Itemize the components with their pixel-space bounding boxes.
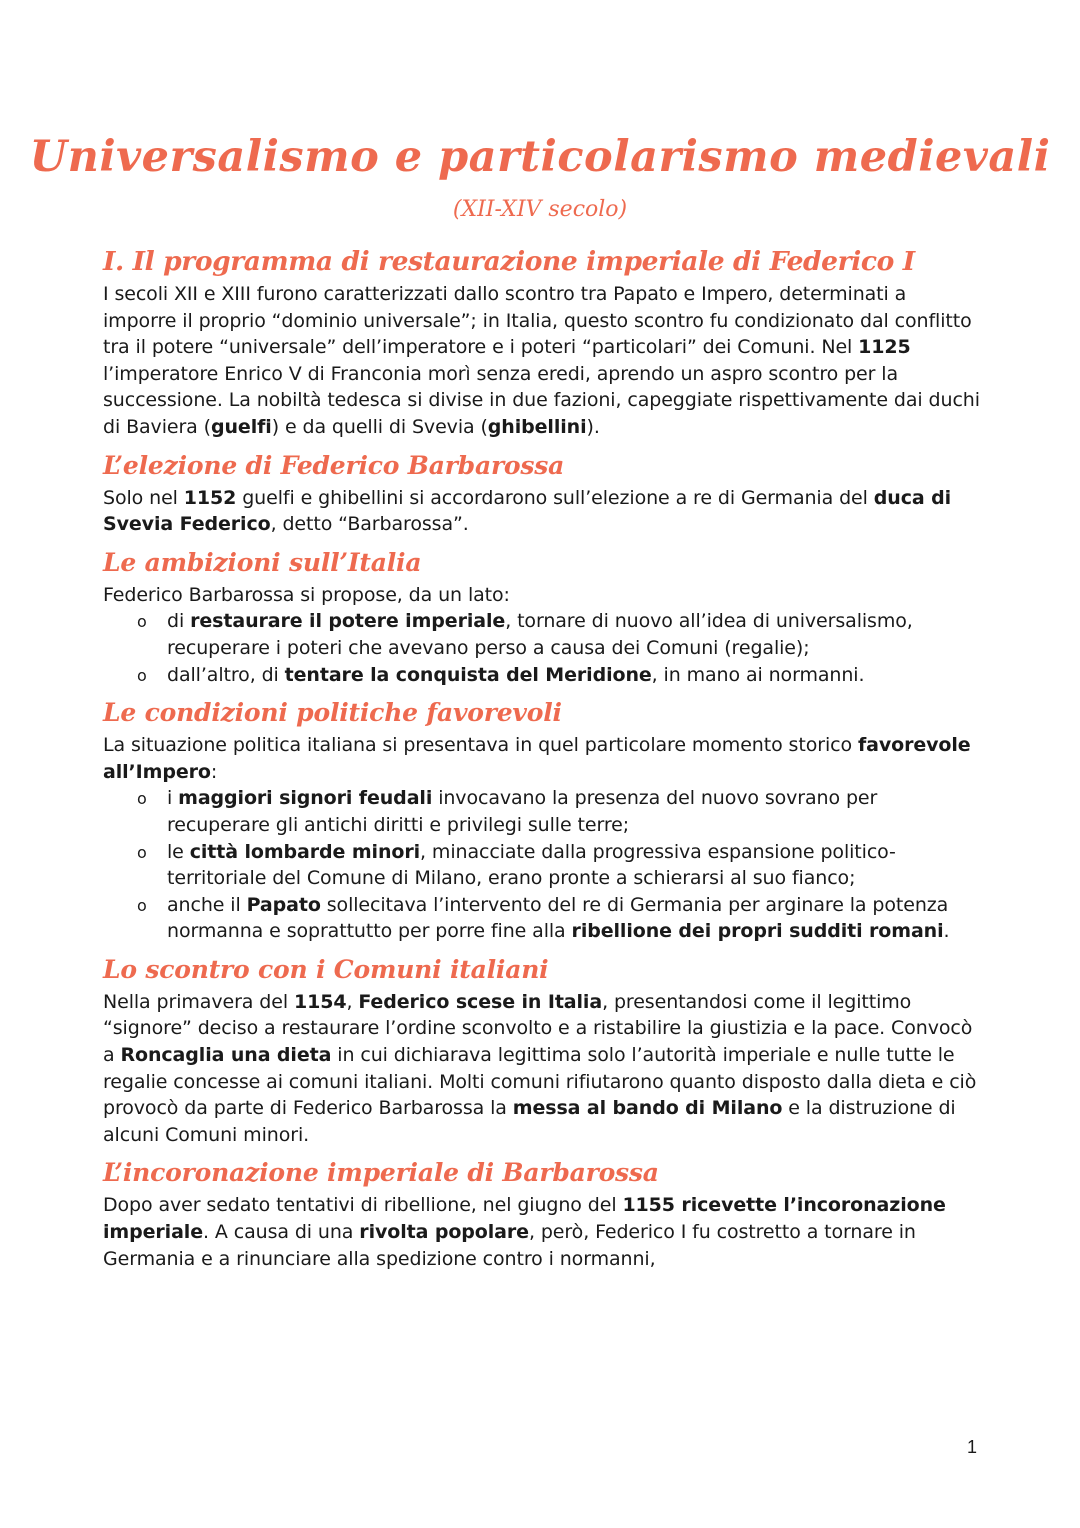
text-run: Dopo aver sedato tentativi di ribellione, nel giugno del (103, 1194, 623, 1217)
bold-text: rivolta popolare (359, 1221, 529, 1244)
document-title: Universalismo e particolarismo medievali (29, 132, 1051, 182)
bullet-marker: o (137, 895, 147, 915)
text-run: , però, Federico I fu costretto a tornare in Germania e a rinunciare alla spedizione contro i normanni, (103, 1221, 916, 1270)
bold-text: 1125 (858, 336, 911, 359)
text-run: dall’altro, di (167, 663, 285, 686)
bold-text: Roncaglia una dieta (120, 1044, 332, 1067)
text-run: , detto “Barbarossa”. (270, 513, 469, 536)
text-run: Nella primavera del (103, 990, 294, 1013)
bullet-list (103, 785, 983, 945)
text-run: , tornare di nuovo all’idea di universalismo, recuperare i poteri che avevano perso a causa dei Comuni (regalie); (167, 610, 913, 659)
section-paragraph (103, 989, 983, 1149)
bold-text: tentare la conquista del Meridione (284, 663, 652, 686)
bold-text: guelfi (210, 415, 272, 438)
section-paragraph (103, 281, 983, 441)
text-run: invocavano la presenza del nuovo sovrano per recuperare gli antichi diritti e privilegi sulle terre; (167, 787, 878, 836)
bullet-marker: o (137, 612, 147, 632)
text-run: in cui dichiarava legittima solo l’autorità imperiale e nulle tutte le regalie concesse ai comuni italiani. Molti comuni rifiutarono quanto disposto dalla dieta e ciò provocò da parte di Federico Barbarossa la (103, 1044, 977, 1120)
text-run: anche il (167, 893, 247, 916)
bold-text: 1155 ricevette l’incoronazione imperiale (103, 1194, 946, 1244)
bold-text: messa al bando di Milano (512, 1097, 783, 1120)
text-run: di (167, 610, 191, 633)
text-run: sollecitava l’intervento del re di Germania per arginare la potenza normanna e soprattutto per porre fine alla (167, 893, 949, 943)
text-run: , minacciate dalla progressiva espansione politico-territoriale del Comune di Milano, erano pronte a schierarsi al suo fianco; (167, 840, 896, 890)
section-paragraph (103, 1192, 983, 1272)
text-run: guelfi e ghibellini si accordarono sull’elezione a re di Germania del (236, 486, 874, 509)
bullet-marker: o (137, 842, 147, 862)
text-run: ). (586, 415, 600, 438)
bold-text: città lombarde minori (189, 840, 421, 863)
text-run: ) e da quelli di Svevia ( (271, 415, 488, 438)
bold-text: ghibellini (487, 415, 587, 438)
text-run: l’imperatore Enrico V di Franconia morì senza eredi, aprendo un aspro scontro per la successione. La nobiltà tedesca si divise in due fazioni, capeggiate rispettivamente dai duchi di Baviera ( (103, 362, 980, 438)
list-item (103, 892, 983, 945)
section-heading: Le condizioni politiche favorevoli (103, 698, 562, 728)
text-run: : (210, 760, 218, 783)
section-intro (103, 732, 983, 785)
text-run: i (167, 787, 179, 810)
text-run: e la distruzione di alcuni Comuni minori. (103, 1097, 956, 1146)
text-run: le (167, 840, 190, 863)
document-subtitle: (XII-XIV secolo) (452, 197, 628, 222)
bullet-list (103, 608, 983, 688)
bold-text: Federico scese in Italia (358, 990, 603, 1013)
text-run: . A causa di una (203, 1221, 360, 1244)
text-run: , (346, 990, 359, 1013)
text-run: Solo nel (103, 486, 184, 509)
bold-text: favorevole all’Impero (103, 734, 971, 783)
text-run: La situazione politica italiana si presentava in quel particolare momento storico (103, 734, 858, 757)
section-heading: Le ambizioni sull’Italia (103, 547, 422, 577)
section-heading: L’elezione di Federico Barbarossa (103, 450, 565, 480)
bold-text: maggiori signori feudali (178, 787, 433, 810)
bold-text: 1154 (293, 990, 347, 1013)
list-item (103, 839, 983, 892)
document-content (103, 243, 983, 1272)
list-item (103, 785, 983, 838)
bold-text: Papato (246, 893, 321, 916)
bold-text: duca di Svevia Federico (103, 486, 952, 536)
text-run: I secoli XII e XIII furono caratterizzati dallo scontro tra Papato e Impero, determinati a imporre il proprio “dominio universale”; in Italia, questo scontro fu condizionato dal conflitto tra il potere “universale” dell’imperatore e i poteri “particolari” dei Comuni. Nel (103, 283, 972, 359)
page-number: 1 (966, 1437, 977, 1457)
list-item (103, 608, 983, 661)
text-run: , in mano ai normanni. (651, 663, 865, 686)
section-heading: I. Il programma di restaurazione imperiale di Federico I (103, 246, 915, 277)
text-run: . (943, 920, 950, 943)
section-paragraph (103, 485, 983, 538)
bullet-marker: o (137, 789, 147, 809)
bold-text: 1152 (183, 486, 237, 509)
bold-text: restaurare il potere imperiale (190, 610, 506, 633)
bold-text: ribellione dei propri sudditi romani (571, 920, 944, 943)
section-heading: Lo scontro con i Comuni italiani (103, 954, 549, 984)
section-heading: L’incoronazione imperiale di Barbarossa (103, 1158, 659, 1188)
bullet-marker: o (137, 665, 147, 685)
text-run: , presentandosi come il legittimo “signore” deciso a restaurare l’ordine sconvolto e a ristabilire la giustizia e la pace. Convocò a (103, 990, 973, 1067)
list-item (103, 662, 983, 689)
section-intro: Federico Barbarossa si propose, da un lato: (103, 583, 510, 606)
